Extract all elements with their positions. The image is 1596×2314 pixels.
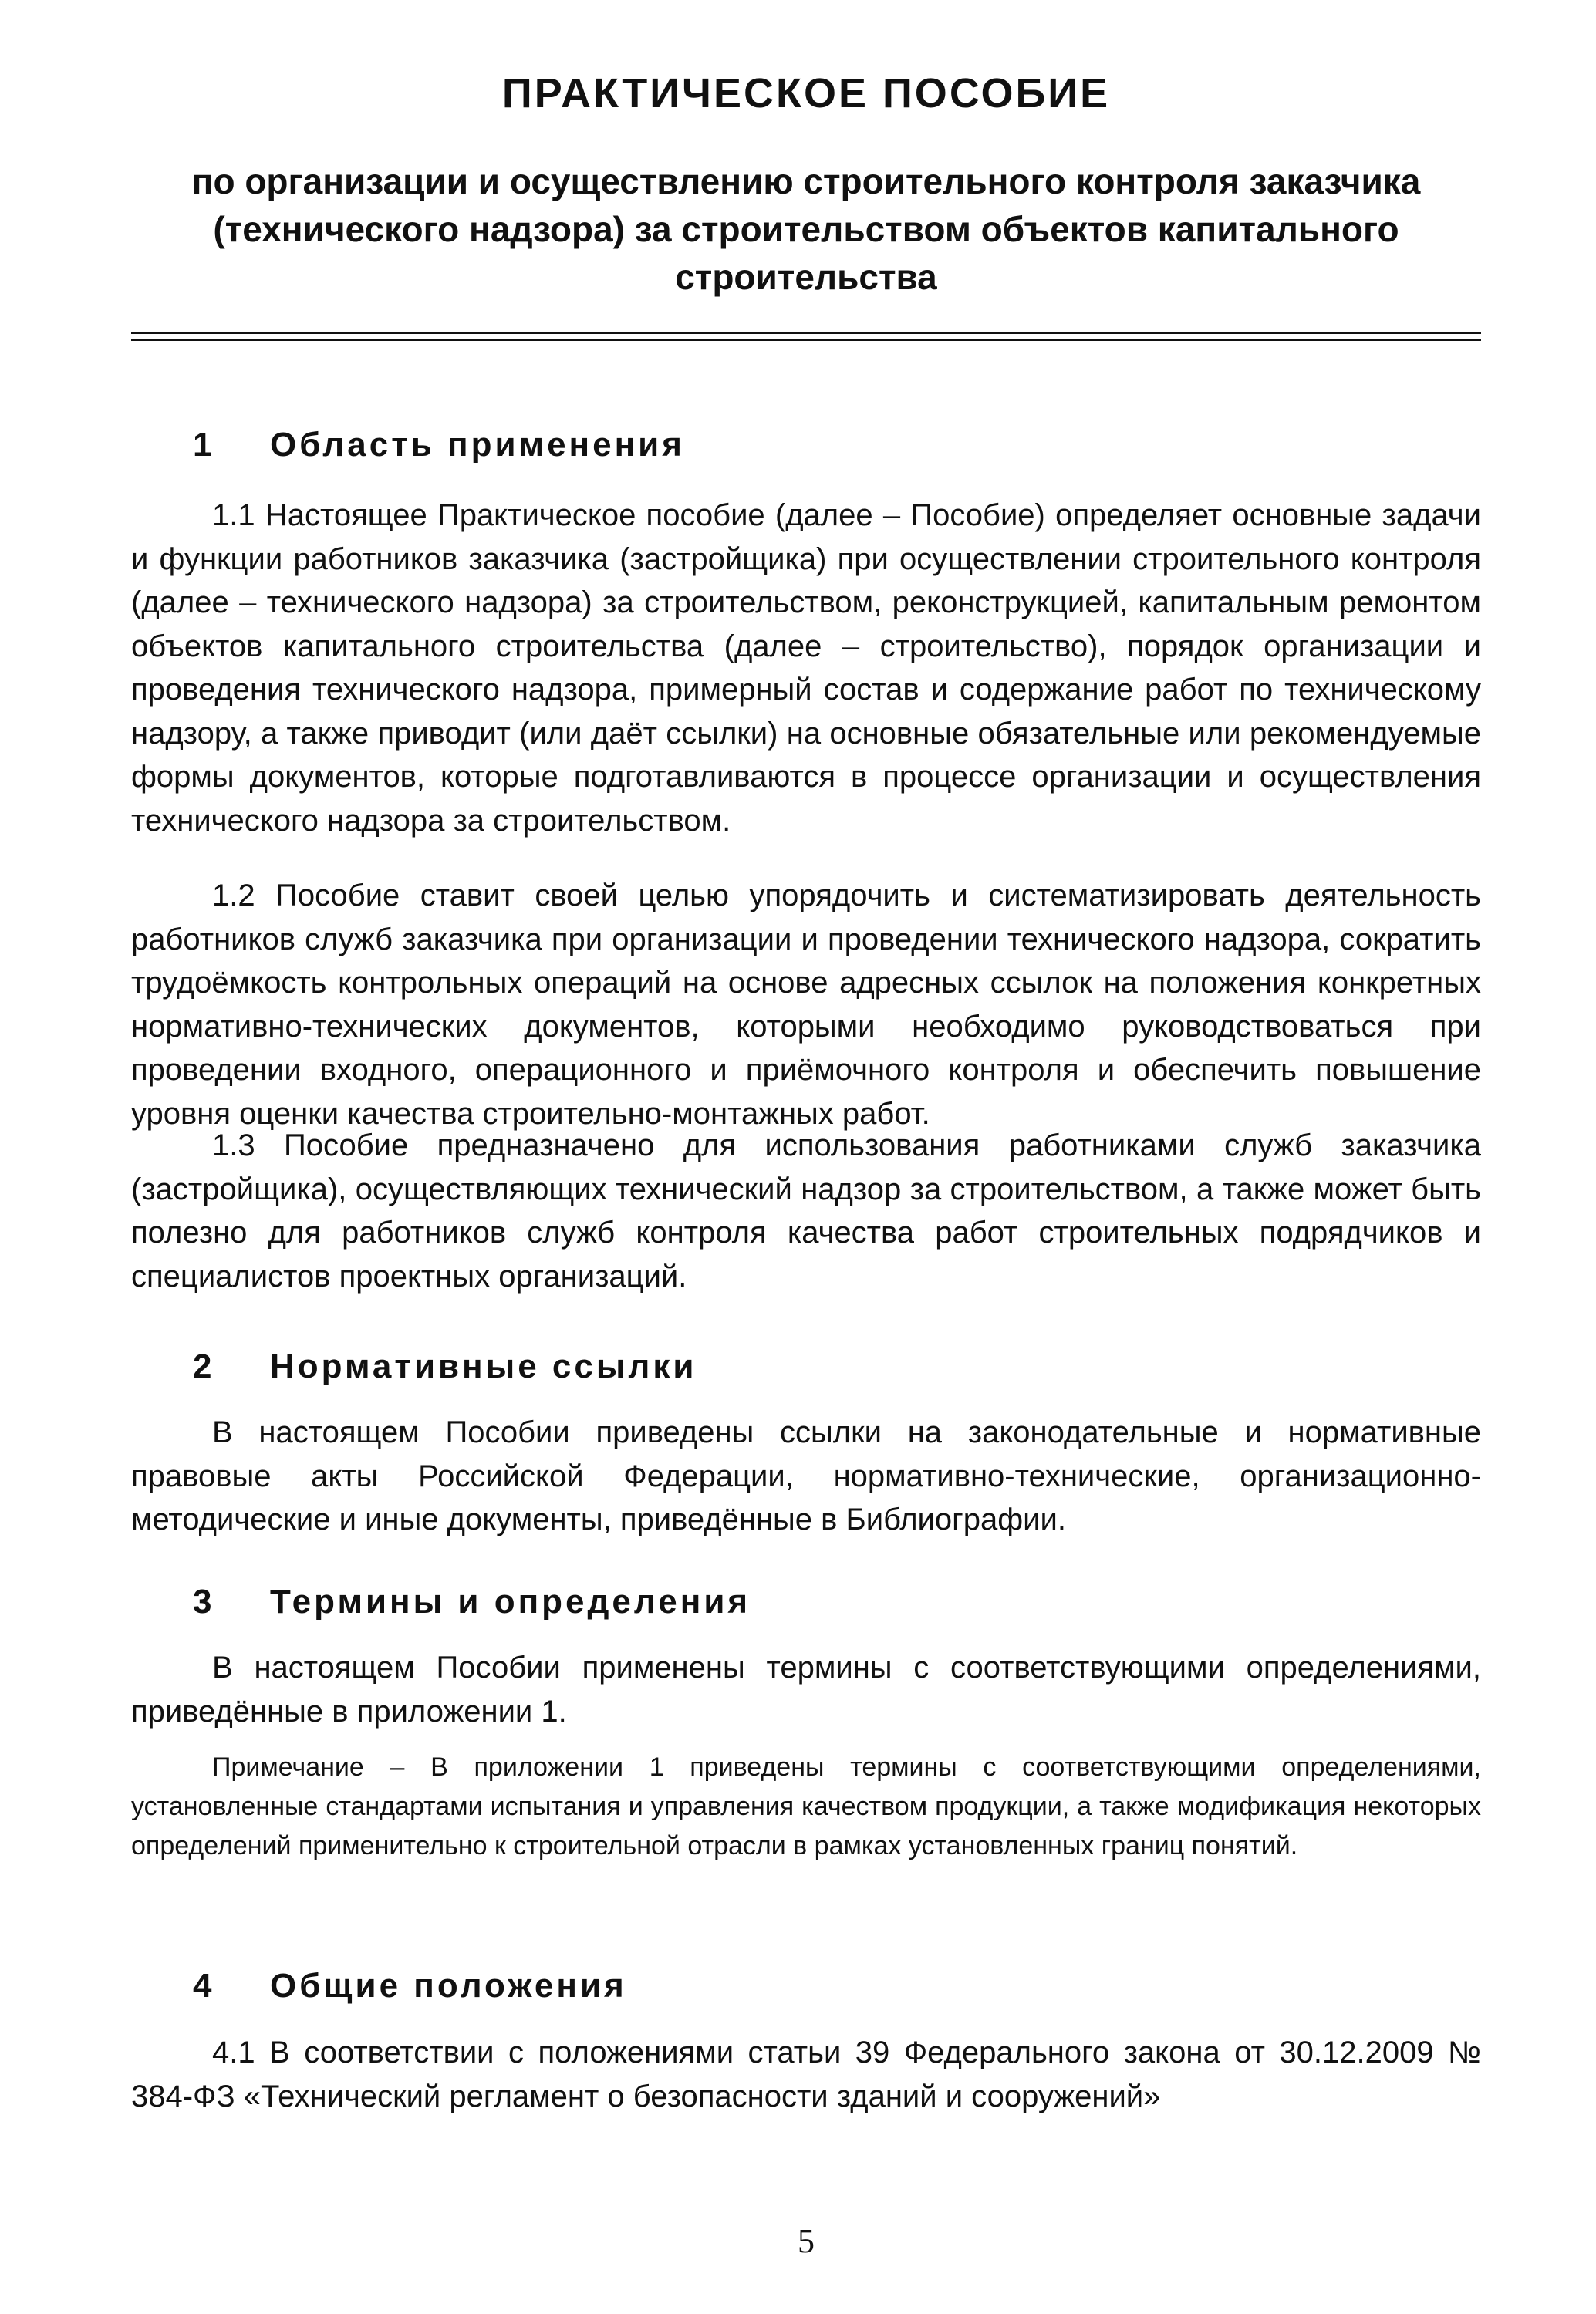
document-page (131, 0, 1481, 2314)
document-subtitle: по организации и осуществлению строительного контроля заказчика (технического надзора) за строительством объектов капитального строительства (191, 161, 1421, 297)
section-number: 4 (193, 1967, 215, 2005)
section-title: Термины и определения (270, 1583, 751, 1621)
section-title: Область применения (270, 426, 685, 464)
section-heading-1 (193, 426, 685, 464)
section-number: 2 (193, 1348, 215, 1385)
paragraph-4-1: 4.1 В соответствии с положениями статьи 39 Федерального закона от 30.12.2009 № 384-ФЗ «Технический регламент о безопасности зданий и сооружений» (131, 2036, 1481, 2113)
section-title: Нормативные ссылки (270, 1348, 697, 1385)
section-number: 3 (193, 1583, 215, 1621)
section-heading-2 (193, 1348, 697, 1386)
note-3: Примечание – В приложении 1 приведены термины с соответствующими определениями, установленные стандартами испытания и управления качеством продукции, а также модификация некоторых определений применительно к строительной отрасли в рамках установленных границ понятий. (131, 1752, 1481, 1860)
paragraph-2: В настоящем Пособии приведены ссылки на законодательные и нормативные правовые акты Российской Федерации, нормативно-технические, организационно-методические и иные документы, приведённые в Библиографии. (131, 1415, 1481, 1536)
paragraph-3: В настоящем Пособии применены термины с соответствующими определениями, приведённые в приложении 1. (131, 1651, 1481, 1729)
paragraph-1-1: 1.1 Настоящее Практическое пособие (далее – Пособие) определяет основные задачи и функции работников заказчика (застройщика) при осуществлении строительного контроля (далее – технического надзора) за строительством, реконструкцией, капитальным ремонтом объектов капитального строительства (далее – строительство), порядок организации и проведения технического надзора, примерный состав и содержание работ по техническому надзору, а также приводит (или даёт ссылки) на основные обязательные или рекомендуемые формы документов, которые подготавливаются в процессе организации и осуществления технического надзора за строительством. (131, 498, 1481, 838)
paragraph-1-2: 1.2 Пособие ставит своей целью упорядочить и систематизировать деятельность работников служб заказчика при организации и проведении технического надзора, сократить трудоёмкость контрольных операций на основе адресных ссылок на положения конкретных нормативно-технических документов, которыми необходимо руководствоваться при проведении входного, операционного и приёмочного контроля и обеспечить повышение уровня оценки качества строительно-монтажных работ. (131, 879, 1481, 1131)
section-heading-3 (193, 1583, 751, 1621)
section-number: 1 (193, 426, 215, 464)
title-divider (131, 332, 1481, 334)
page-number: 5 (798, 2222, 815, 2260)
section-title: Общие положения (270, 1967, 627, 2005)
section-heading-4 (193, 1967, 627, 2005)
document-title: ПРАКТИЧЕСКОЕ ПОСОБИЕ (501, 70, 1111, 116)
title-divider-secondary (131, 339, 1481, 341)
paragraph-1-3: 1.3 Пособие предназначено для использования работниками служб заказчика (застройщика), осуществляющих технический надзор за строительством, а также может быть полезно для работников служб контроля качества работ строительных подрядчиков и специалистов проектных организаций. (131, 1128, 1481, 1294)
